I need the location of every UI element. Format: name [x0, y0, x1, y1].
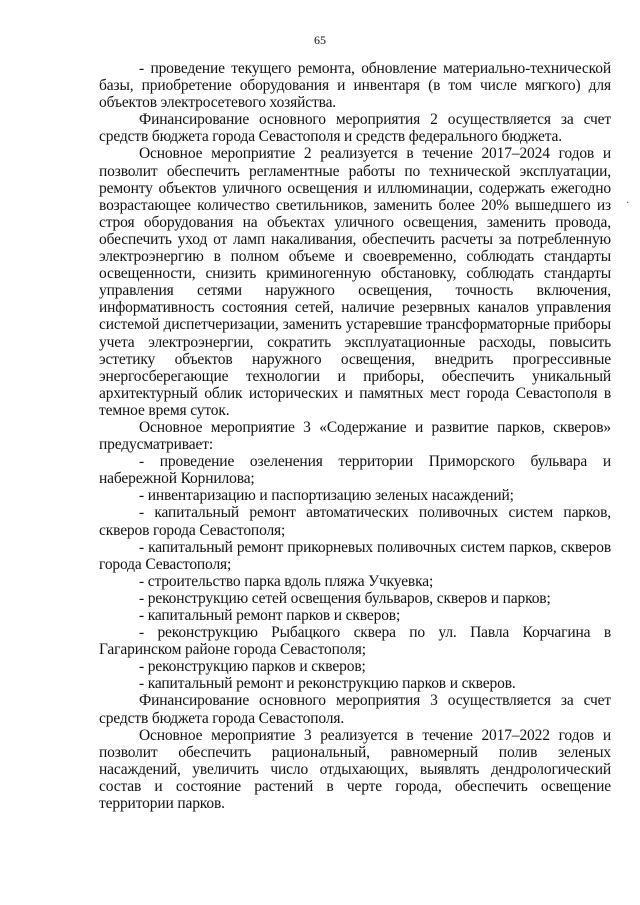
list-item: - проведение озеленения территории Приморского бульвара и набережной Корнилова; [99, 453, 611, 488]
list-item: - инвентаризацию и паспортизацию зеленых насаждений; [139, 487, 514, 505]
list-item: - капитальный ремонт и реконструкцию парков и скверов. [139, 675, 516, 693]
list-item: - строительство парка вдоль пляжа Учкуевка; [139, 572, 434, 590]
list-item: - капитальный ремонт автоматических поливочных систем парков, скверов города Севастополя; [99, 504, 611, 539]
paragraph-event-3-result: Основное мероприятие 3 реализуется в течение 2017–2022 годов и позволит обеспечить рациональный, равномерный полив зеленых насаждений, увеличить число отдыхающих, выявлять дендрологический состав и состояние растений в черте города, обеспечить освещение территории парков. [99, 726, 611, 813]
paragraph-maintenance: - проведение текущего ремонта, обновление материально-технической базы, приобретение оборудования и инвентаря (в том числе мягкого) для объектов электросетевого хозяйства. [99, 60, 611, 112]
document-body [99, 60, 611, 812]
paragraph-event-2: Основное мероприятие 2 реализуется в течение 2017–2024 годов и позволит обеспечить регламентные работы по технической эксплуатации, ремонту объектов уличного освещения и иллюминации, содержать ежегодно возрастающее количество светильников, заменить более 20% вышедшего из строя оборудования на объектах уличного освещения, заменить провода, обеспечить уход от ламп накаливания, обеспечить расчеты за потребленную электроэнергию в полном объеме и своевременно, соблюдать стандарты освещенности, снизить криминогенную обстановку, соблюдать стандарты управления сетями наружного освещения, точность включения, информативность состояния сетей, наличие резервных каналов управления системой диспетчеризации, заменить устаревшие трансформаторные приборы учета электроэнергии, сократить эксплуатационные расходы, повысить эстетику объектов наружного освещения, внедрить прогрессивные энергосберегающие технологии и приборы, обеспечить уникальный архитектурный облик исторических и памятных мест города Севастополя в темное время суток. [99, 145, 611, 419]
list-item: - капитальный ремонт прикорневых поливочных систем парков, скверов города Севастополя; [99, 538, 611, 573]
margin-mark: · [626, 198, 630, 209]
list-item: - капитальный ремонт парков и скверов; [139, 607, 401, 624]
paragraph-financing-2: Финансирование основного мероприятия 2 осуществляется за счет средств бюджета города Севастополя и средств федерального бюджета. [99, 111, 611, 146]
list-item: - реконструкцию Рыбацкого сквера по ул. Павла Корчагина в Гагаринском районе города Севастополя; [99, 624, 611, 659]
paragraph-financing-3: Финансирование основного мероприятия 3 осуществляется за счет средств бюджета города Севастополя. [99, 692, 611, 727]
list-item: - реконструкцию сетей освещения бульваров, скверов и парков; [139, 589, 551, 607]
paragraph-event-3-intro: Основное мероприятие 3 «Содержание и развитие парков, скверов» предусматривает: [99, 418, 611, 454]
list-item: - реконструкцию парков и скверов; [139, 658, 366, 676]
page-number: 65 [314, 33, 326, 47]
